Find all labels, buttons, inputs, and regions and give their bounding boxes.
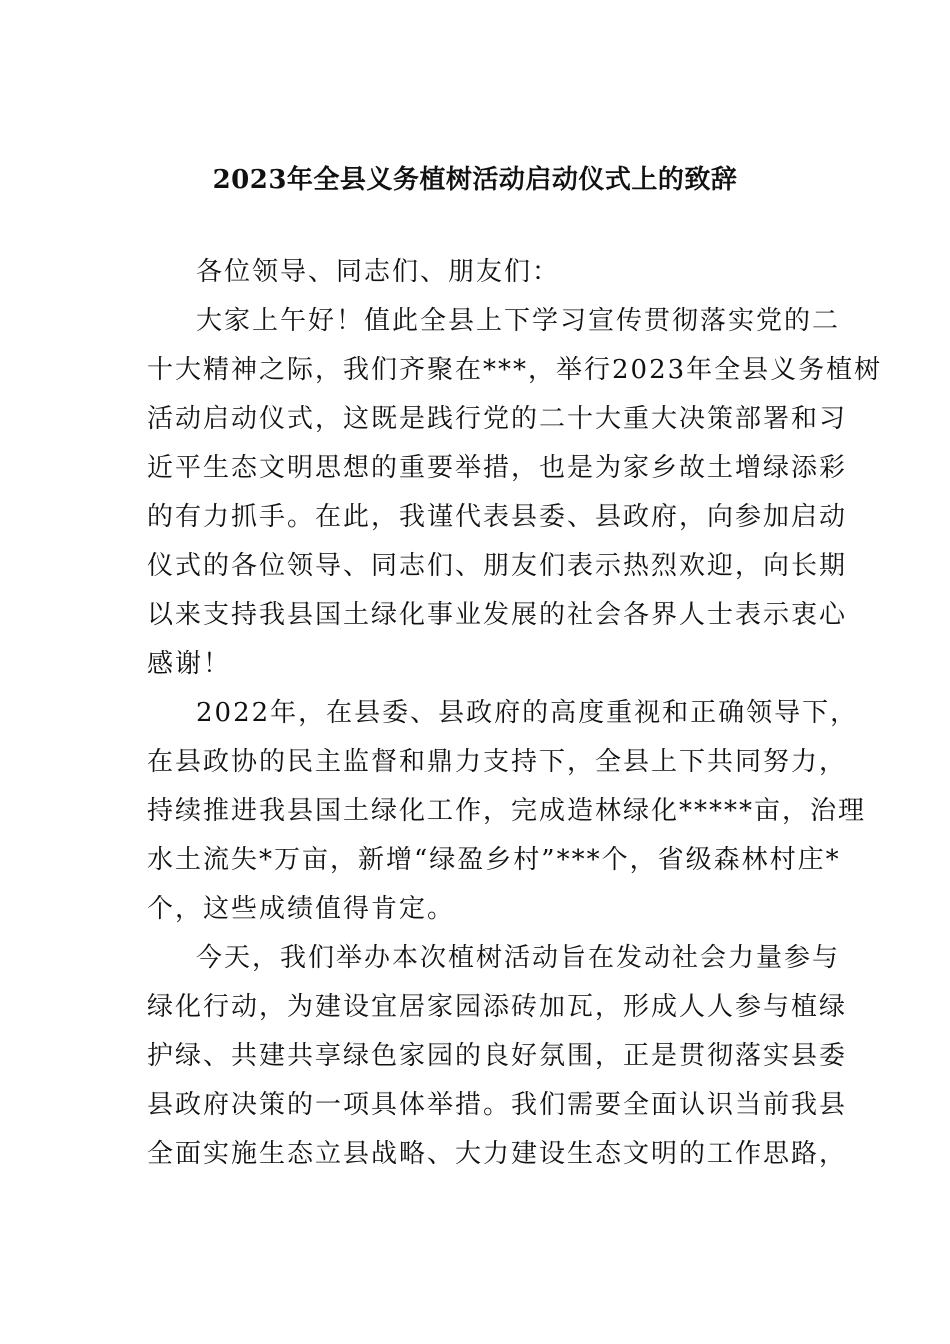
paragraph-3-line-3: 护绿、共建共享绿色家园的良好氛围，正是贯彻落实县委 — [147, 1041, 848, 1071]
paragraph-1-line-3: 活动启动仪式，这既是践行党的二十大重大决策部署和习 — [147, 404, 848, 434]
paragraph-2-line-5: 个，这些成绩值得肯定。 — [147, 894, 456, 924]
paragraph-3-line-1: 今天，我们举办本次植树活动旨在发动社会力量参与 — [196, 943, 841, 973]
paragraph-1-line-6: 仪式的各位领导、同志们、朋友们表示热烈欢迎，向长期 — [147, 551, 848, 581]
paragraph-3-line-4: 县政府决策的一项具体举措。我们需要全面认识当前我县 — [147, 1090, 848, 1120]
paragraph-2-line-4: 水土流失*万亩，新增“绿盈乡村”***个，省级森林村庄* — [147, 845, 841, 875]
paragraph-1-line-4: 近平生态文明思想的重要举措，也是为家乡故土增绿添彩 — [147, 453, 848, 483]
paragraph-2-line-3: 持续推进我县国土绿化工作，完成造林绿化*****亩，治理 — [147, 796, 867, 826]
document-body — [147, 248, 883, 1179]
paragraph-1-line-5: 的有力抓手。在此，我谨代表县委、县政府，向参加启动 — [147, 502, 848, 532]
paragraph-1-line-2: 十大精神之际，我们齐聚在***，举行2023年全县义务植树 — [147, 355, 883, 385]
document-title: 2023年全县义务植树活动启动仪式上的致辞 — [212, 165, 738, 195]
paragraph-3-line-5: 全面实施生态立县战略、大力建设生态文明的工作思路， — [147, 1139, 848, 1169]
paragraph-1-line-1: 大家上午好！值此全县上下学习宣传贯彻落实党的二 — [196, 306, 841, 336]
paragraph-1-line-7: 以来支持我县国土绿化事业发展的社会各界人士表示衷心 — [147, 600, 848, 630]
paragraph-1-line-8: 感谢！ — [147, 649, 232, 679]
paragraph-2-line-1: 2022年，在县委、县政府的高度重视和正确领导下， — [196, 698, 859, 728]
paragraph-2-line-2: 在县政协的民主监督和鼎力支持下，全县上下共同努力， — [147, 747, 848, 777]
paragraph-3-line-2: 绿化行动，为建设宜居家园添砖加瓦，形成人人参与植绿 — [147, 992, 848, 1022]
salutation-line: 各位领导、同志们、朋友们： — [196, 257, 561, 287]
